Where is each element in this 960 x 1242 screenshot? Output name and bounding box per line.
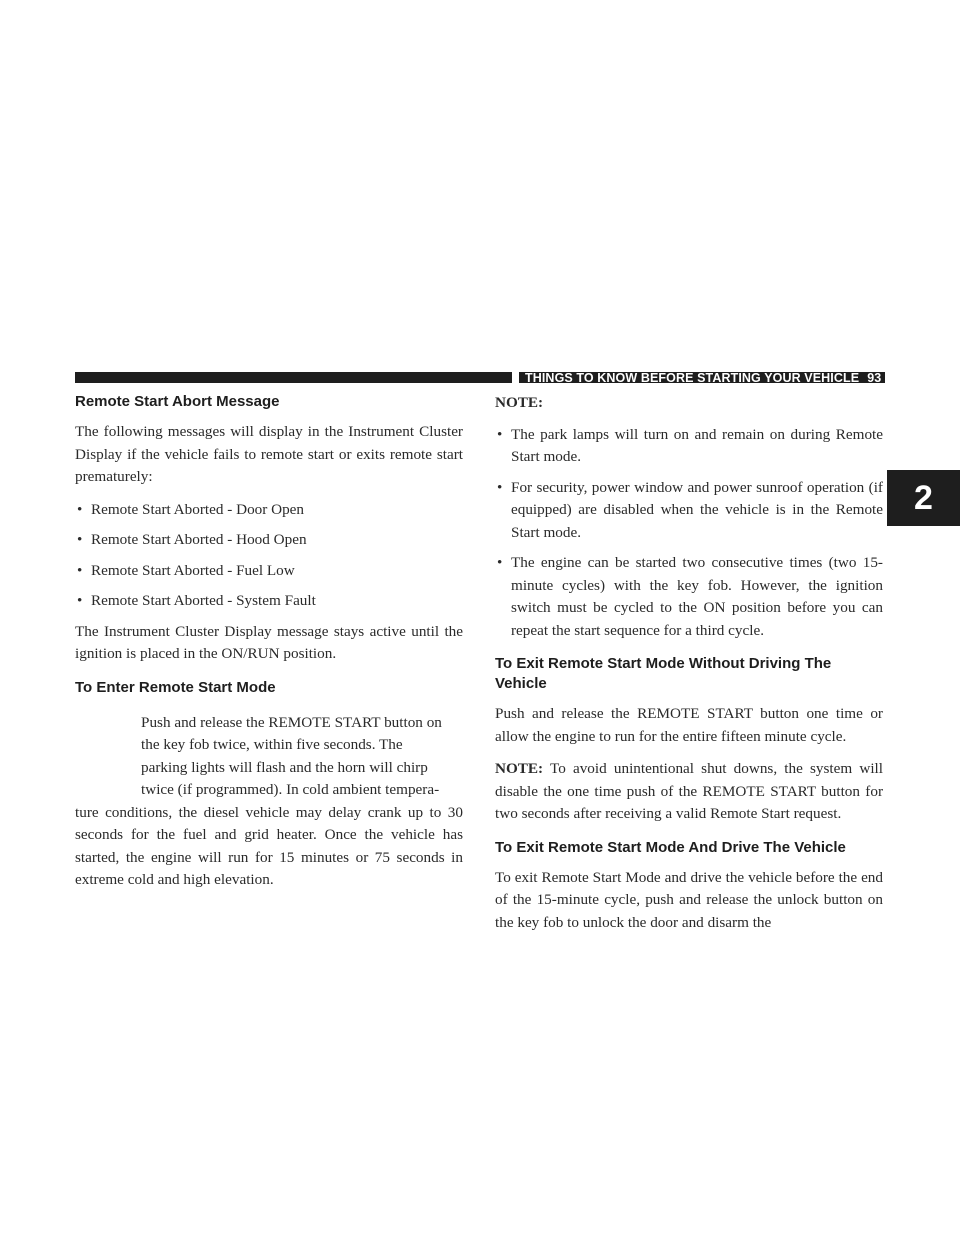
enter-line-3: parking lights will flash and the horn will chirp xyxy=(141,758,428,776)
list-item: • Remote Start Aborted - Door Open xyxy=(75,499,463,522)
list-item: • Remote Start Aborted - Fuel Low xyxy=(75,560,463,583)
enter-instructions xyxy=(75,712,463,892)
enter-continuation: ture conditions, the diesel vehicle may delay crank up to 30 seconds for the fuel and grid heater. Once the vehicle has started, the engine will run for 15 minutes or 75 seconds in extreme cold and high elevation. xyxy=(75,803,463,888)
abort-messages-list xyxy=(75,499,463,613)
note-label: NOTE: xyxy=(495,394,544,411)
running-head xyxy=(525,371,881,385)
left-column xyxy=(75,392,463,892)
exit-note-label: NOTE: xyxy=(495,760,544,777)
list-item: • The engine can be started two consecutive times (two 15-minute cycles) with the key fob. However, the ignition switch must be cycled to the ON position before you can repeat the start sequence for a third cycle. xyxy=(495,552,883,642)
page-number: 93 xyxy=(867,371,882,385)
header-rule xyxy=(75,372,512,383)
list-item: • For security, power window and power sunroof operation (if equipped) are disabled when the vehicle is in the Remote Start mode. xyxy=(495,477,883,545)
heading-enter-remote-start: To Enter Remote Start Mode xyxy=(75,678,276,696)
right-column xyxy=(495,392,883,944)
list-item: • Remote Start Aborted - Hood Open xyxy=(75,529,463,552)
list-item: • The park lamps will turn on and remain on during Remote Start mode. xyxy=(495,424,883,469)
heading-exit-without-driving: To Exit Remote Start Mode Without Driving The Vehicle xyxy=(495,655,832,692)
enter-line-2: the key fob twice, within five seconds. The xyxy=(141,736,403,753)
chapter-number: 2 xyxy=(914,478,933,517)
note-list xyxy=(495,424,883,643)
enter-line-4: twice (if programmed). In cold ambient tempera- xyxy=(141,781,440,798)
abort-closing: The Instrument Cluster Display message stays active until the ignition is placed in the ON/RUN position. xyxy=(75,622,463,662)
chapter-tab xyxy=(887,470,960,526)
enter-line-1: Push and release the REMOTE START button on xyxy=(141,713,442,731)
list-item: • Remote Start Aborted - System Fault xyxy=(75,590,463,613)
exit-note xyxy=(495,758,883,826)
running-head-title: THINGS TO KNOW BEFORE STARTING YOUR VEHICLE xyxy=(525,371,860,385)
exit-without-driving-body: Push and release the REMOTE START button one time or allow the engine to run for the entire fifteen minute cycle. xyxy=(495,705,883,745)
abort-intro: The following messages will display in the Instrument Cluster Display if the vehicle fails to remote start or exits remote start prematurely: xyxy=(75,423,463,485)
heading-exit-and-drive: To Exit Remote Start Mode And Drive The Vehicle xyxy=(495,838,846,856)
exit-note-body: To avoid unintentional shut downs, the system will disable the one time push of the REMOTE START button for two seconds after receiving a valid Remote Start request. xyxy=(495,760,883,822)
exit-and-drive-body: To exit Remote Start Mode and drive the vehicle before the end of the 15-minute cycle, push and release the unlock button on the key fob to unlock the door and disarm the xyxy=(495,868,883,931)
heading-abort-message: Remote Start Abort Message xyxy=(75,393,280,410)
